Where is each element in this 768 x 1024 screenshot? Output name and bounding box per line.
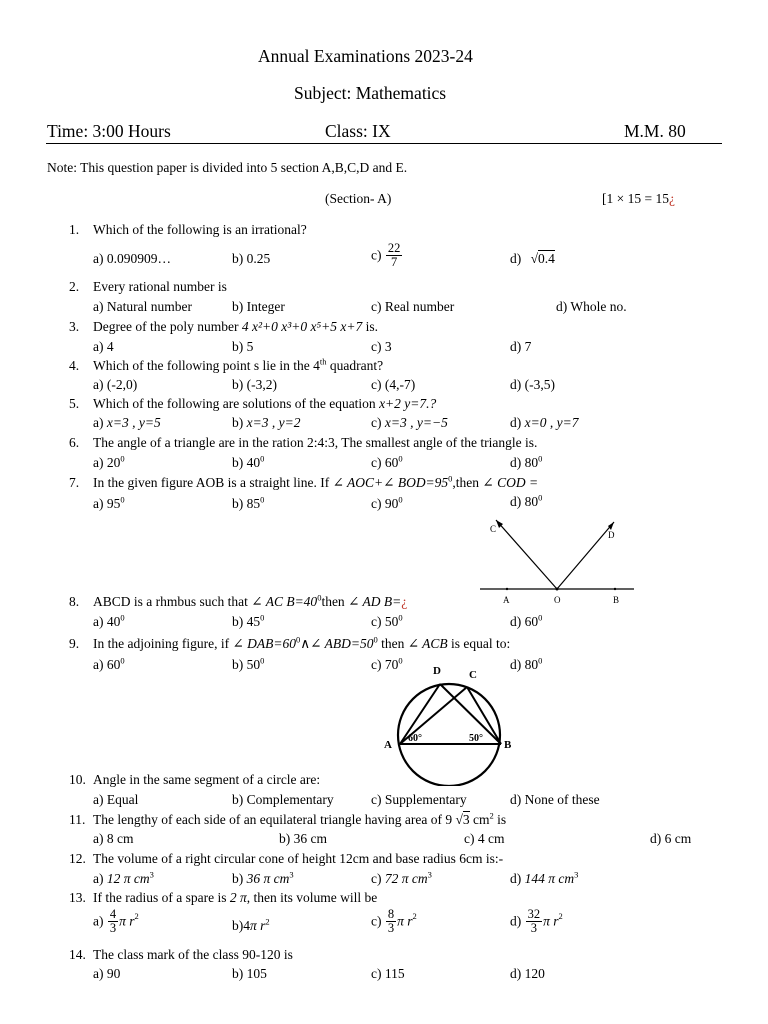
option-a: a) $60^0$ <box>93 655 125 672</box>
question-text: Which of the following are solutions of the equation x+2 y=7.? <box>93 396 437 411</box>
option-b: b) 105 <box>232 966 267 981</box>
option-d: d) Whole no. <box>556 299 627 314</box>
label-d: D <box>433 665 441 677</box>
question-text: The lengthy of each side of an equilateral triangle having area of 9 √3 $cm^2$ is <box>93 810 507 827</box>
option-b: b) $85^0$ <box>232 494 265 511</box>
option-d: d) 144 π $cm^3$ <box>510 869 579 886</box>
question-number: 13. <box>69 890 86 905</box>
angle-50-label: 50° <box>469 733 483 744</box>
question-number: 10. <box>69 772 86 787</box>
question-number: 7. <box>69 475 80 490</box>
option-b: b) $50^0$ <box>232 655 265 672</box>
question-text: ABCD is a rhmbus such that ∠ AC $B=40^0then$ ∠ AD B=¿ <box>93 592 408 609</box>
option-a: a) $20^0$ <box>93 453 125 470</box>
option-d: d) $60^0$ <box>510 612 543 629</box>
option-d: d) (-3,5) <box>510 377 555 392</box>
question-number: 4. <box>69 358 80 373</box>
label-c: C <box>490 524 497 534</box>
option-c: c) $60^0$ <box>371 453 403 470</box>
option-b: b) x=3 , y=2 <box>232 415 301 430</box>
question-text: Degree of the poly number 4 x²+0 x³+0 x⁵+5 x+7 is. <box>93 319 379 334</box>
option-c: c) Real number <box>371 299 455 314</box>
header-rule <box>46 143 722 144</box>
question-text: Which of the following point s lie in the 4th quadrant? <box>93 356 384 373</box>
section-marks: [1 × 15 = 15¿ <box>602 191 675 206</box>
label-d: D <box>608 530 615 540</box>
option-c: c) 3 <box>371 339 392 354</box>
option-a: a) Equal <box>93 792 139 807</box>
label-o: O <box>554 595 561 605</box>
label-c: C <box>469 669 477 681</box>
question-number: 3. <box>69 319 80 334</box>
circle-figure <box>380 660 520 786</box>
option-b: b) 5 <box>232 339 254 354</box>
option-d: d) $\frac{32}{3}$ π $r^2$ <box>510 907 563 936</box>
option-a: a) 0.090909… <box>93 251 171 266</box>
option-b: b)4π $r^2$ <box>232 916 270 933</box>
option-b: b) $40^0$ <box>232 453 265 470</box>
option-d: d) x=0 , y=7 <box>510 415 579 430</box>
option-c: c) Supplementary <box>371 792 467 807</box>
label-b: B <box>613 595 620 605</box>
question-text: In the given figure AOB is a straight line. If ∠ AOC+∠ $BOD=95^0,then$ ∠ COD = <box>93 473 539 490</box>
question-number: 12. <box>69 851 86 866</box>
option-d: d) 120 <box>510 966 545 981</box>
option-b: b) 36 π $cm^3$ <box>232 869 294 886</box>
option-a: a) Natural number <box>93 299 192 314</box>
option-c: c) 72 π $cm^3$ <box>371 869 432 886</box>
label-b: B <box>504 739 512 751</box>
question-number: 6. <box>69 435 80 450</box>
question-number: 14. <box>69 947 86 962</box>
option-c: c) 4 cm <box>464 831 505 846</box>
option-a: a) 4 <box>93 339 114 354</box>
question-number: 11. <box>69 812 86 827</box>
question-text: Every rational number is <box>93 279 227 294</box>
question-number: 5. <box>69 396 80 411</box>
question-number: 8. <box>69 594 80 609</box>
time-label: Time: 3:00 Hours <box>47 121 171 141</box>
option-b: b) 0.25 <box>232 251 271 266</box>
option-a: a) (-2,0) <box>93 377 138 392</box>
option-d: d) 6 cm <box>650 831 692 846</box>
option-d: d) $80^0$ <box>510 453 543 470</box>
option-d: d) $80^0$ <box>510 492 543 509</box>
option-b: b) Complementary <box>232 792 334 807</box>
option-d: d) None of these <box>510 792 600 807</box>
option-b: b) 36 cm <box>279 831 327 846</box>
option-c: c) $50^0$ <box>371 612 403 629</box>
note: Note: This question paper is divided into 5 section A,B,C,D and E. <box>47 160 408 175</box>
option-c: c) $\frac{22}{7}$ <box>371 241 401 270</box>
class-label: Class: IX <box>325 121 391 141</box>
option-c: c) $90^0$ <box>371 494 403 511</box>
option-a: a) $\frac{4}{3}$ π $r^2$ <box>93 907 139 936</box>
question-number: 2. <box>69 279 80 294</box>
question-text: If the radius of a spare is 2 π, then its volume will be <box>93 890 378 905</box>
straight-line-figure <box>472 512 642 612</box>
question-number: 9. <box>69 636 80 651</box>
option-a: a) 90 <box>93 966 121 981</box>
question-text: The volume of a right circular cone of height 12cm and base radius 6cm is:- <box>93 851 504 866</box>
option-a: a) $40^0$ <box>93 612 125 629</box>
section-label: (Section- A) <box>325 191 392 206</box>
option-c: c) 115 <box>371 966 405 981</box>
option-c: c) (4,-7) <box>371 377 416 392</box>
label-a: A <box>384 739 392 751</box>
angle-60-label: 60° <box>408 733 422 744</box>
question-text: The class mark of the class 90-120 is <box>93 947 293 962</box>
question-text: Angle in the same segment of a circle are: <box>93 772 321 787</box>
option-d: d) $80^0$ <box>510 655 543 672</box>
option-a: a) 8 cm <box>93 831 134 846</box>
question-text: Which of the following is an irrational? <box>93 222 307 237</box>
question-text: The angle of a triangle are in the ration 2:4:3, The smallest angle of the triangle is. <box>93 435 538 450</box>
subject-line: Subject: Mathematics <box>294 83 447 103</box>
option-b: b) $45^0$ <box>232 612 265 629</box>
max-marks: M.M. 80 <box>624 121 686 141</box>
option-c: c) $\frac{8}{3}$ π $r^2$ <box>371 907 417 936</box>
question-text: In the adjoining figure, if ∠ $DAB=60^0\wedge\angle$ $ABD=50^0$ then ∠ ACB is equal to: <box>93 634 511 651</box>
option-a: a) x=3 , y=5 <box>93 415 161 430</box>
option-b: b) Integer <box>232 299 285 314</box>
option-b: b) (-3,2) <box>232 377 277 392</box>
exam-title: Annual Examinations 2023-24 <box>258 46 473 66</box>
option-d: d) 7 <box>510 339 532 354</box>
question-number: 1. <box>69 222 80 237</box>
option-c: c) $70^0$ <box>371 655 403 672</box>
option-c: c) x=3 , y=−5 <box>371 415 448 430</box>
option-d: d) √0.4 <box>510 251 555 266</box>
option-a: a) $95^0$ <box>93 494 125 511</box>
label-a: A <box>503 595 510 605</box>
option-a: a) 12 π $cm^3$ <box>93 869 154 886</box>
